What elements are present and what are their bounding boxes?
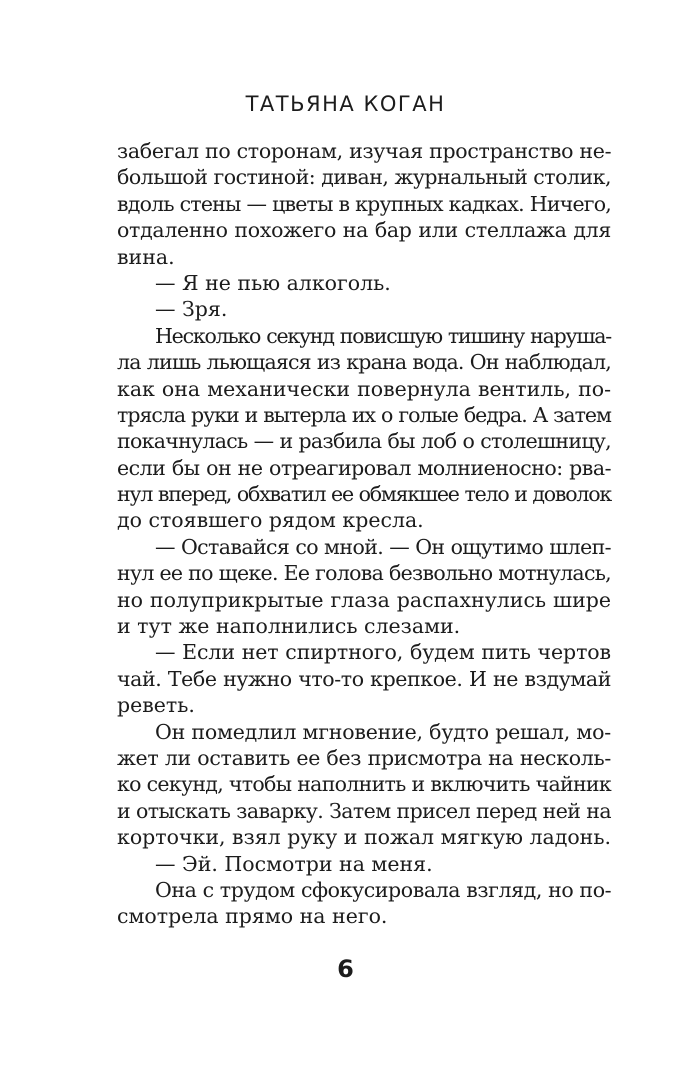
text-line: отдаленно похожего на бар или стеллажа для [117,218,611,243]
text-line: ко секунд, чтобы наполнить и включить чайник [117,772,611,797]
body-text [117,138,611,930]
text-line: Он помедлил мгновение, будто решал, мо- [155,719,612,744]
text-line: нул ее по щеке. Ее голова безвольно мотнулась, [117,561,611,586]
text-line: большой гостиной: диван, журнальный столик, [117,165,611,190]
text-line: Она с трудом сфокусировала взгляд, но по- [155,877,612,902]
text-line: покачнулась — и разбила бы лоб о столешницу, [117,429,611,454]
text-line: Несколько секунд повисшую тишину наруша- [155,323,611,348]
text-line: — Оставайся со мной. — Он ощутимо шлеп- [155,534,611,559]
text-line: смотрела прямо на него. [117,904,388,929]
text-line: жет ли оставить ее без присмотра на несколь- [117,745,611,770]
text-line: — Если нет спиртного, будем пить чертов [155,640,611,665]
text-line: вина. [117,244,175,269]
text-line: — Эй. Посмотри на меня. [155,851,433,876]
text-line: но полуприкрытые глаза распахнулись шире [117,587,611,612]
text-line: — Я не пью алкоголь. [155,270,391,295]
text-line: — Зря. [155,297,228,322]
text-line: нул вперед, обхватил ее обмякшее тело и доволок [117,482,611,507]
text-line: как она механически повернула вентиль, по- [117,376,611,401]
text-line: забегал по сторонам, изучая пространство не- [117,139,612,163]
text-line: и отыскать заварку. Затем присел перед ней на [117,798,611,823]
text-line: чай. Тебе нужно что-то крепкое. И не вздумай [117,666,611,691]
text-line: до стоявшего рядом кресла. [117,508,424,533]
text-line: если бы он не отреагировал молниеносно: рва- [117,455,611,480]
text-line: вдоль стены — цветы в крупных кадках. Ничего, [117,191,611,216]
text-line: корточки, взял руку и пожал мягкую ладонь. [117,825,612,850]
text-line: трясла руки и вытерла их о голые бедра. А затем [117,402,611,427]
text-line: и тут же наполнились слезами. [117,614,461,639]
page-number: 6 [337,955,354,983]
running-head-author: ТАТЬЯНА КОГАН [245,92,446,116]
text-line: реветь. [117,693,195,718]
text-line: ла лишь льющаяся из крана вода. Он наблюдал, [117,350,611,375]
